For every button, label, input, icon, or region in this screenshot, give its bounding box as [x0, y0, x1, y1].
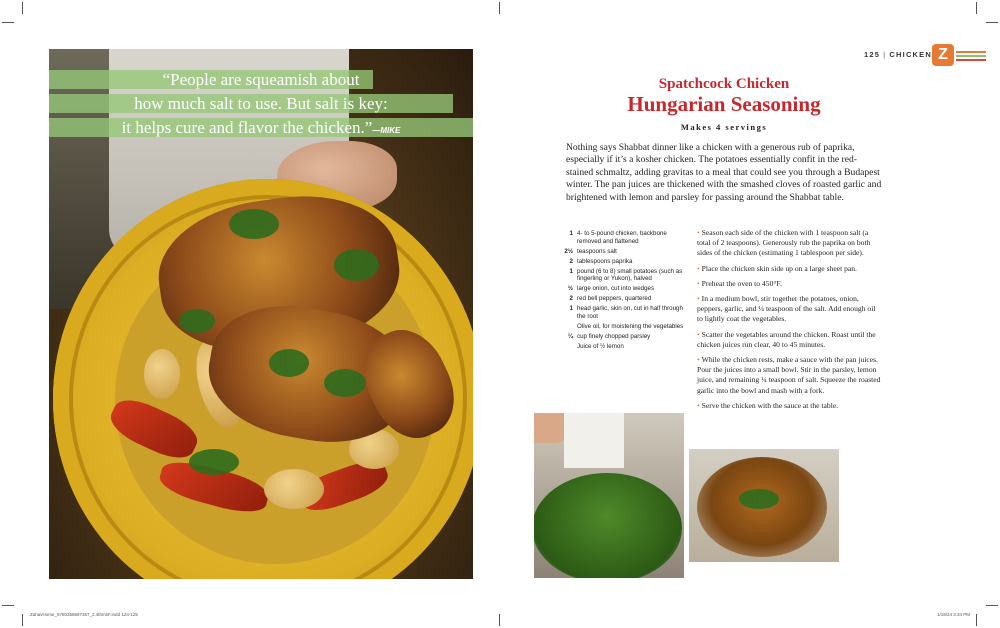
method-step [697, 401, 883, 411]
method-step-text: Season each side of the chicken with 1 teaspoon salt (a total of 2 teaspoons). Generously rub the paprika on both sides of the chicken (estimating 1 tablespoon per side). [697, 228, 871, 258]
ingredient-quantity: 1 [569, 305, 573, 313]
ingredient-quantity: 1 [569, 267, 573, 275]
method-step-text: While the chicken rests, make a sauce with the pan juices. Pour the juices into a small bowl. Stir in the parsley, lemon juice, and remaining ¼ teaspoon of salt. Squeeze the roasted garlic into the bowl and mash with a fork. [697, 355, 881, 395]
file-slug: ZahavHome_9780358697367_2.4thmsF.indd 124-125 [30, 612, 138, 617]
ingredient-quantity: 2 [569, 257, 573, 265]
running-header [864, 50, 932, 59]
bullet-icon: • [697, 228, 700, 237]
recipe-title: Hungarian Seasoning [627, 92, 821, 116]
ingredient-item [557, 230, 685, 245]
crop-mark [976, 2, 977, 14]
section-badge-icon: Z [932, 44, 954, 66]
bullet-icon: • [697, 400, 700, 410]
ingredient-item [557, 323, 685, 331]
decorative-stripe [956, 51, 986, 53]
crop-mark [22, 2, 23, 14]
print-timestamp: 1/19/24 3:34 PM [937, 612, 971, 617]
method-step-text: Serve the chicken with the sauce at the table. [701, 400, 839, 410]
header-separator: | [883, 50, 887, 59]
ingredient-quantity [557, 343, 577, 351]
decorative-stripe [956, 59, 986, 61]
ingredient-item [557, 295, 685, 303]
sauce-bowl-photo [689, 449, 839, 562]
glass-bowl [534, 473, 682, 578]
crop-mark [2, 22, 14, 23]
ingredient-text: red bell peppers, quartered [577, 295, 652, 303]
bullet-icon: • [697, 294, 700, 304]
ingredient-item [557, 248, 685, 256]
method-step-text: Scatter the vegetables around the chicken. Roast until the chicken juices run clear, 40 to 45 minutes. [697, 329, 876, 349]
ingredient-text: pound (6 to 8) small potatoes (such as fingerling or Yukon), halved [577, 267, 683, 283]
parsley-garnish [179, 309, 215, 333]
photo-shirt [564, 413, 624, 468]
pull-quote-line: “People are squeamish about [162, 70, 360, 89]
method-step [697, 294, 883, 325]
method-step [697, 355, 883, 396]
ingredient-item [557, 258, 685, 266]
pull-quote-line [49, 118, 473, 140]
ingredient-quantity: 2 [569, 295, 573, 303]
method-steps [697, 228, 883, 416]
method-step-text: Preheat the oven to 450°F. [701, 278, 782, 288]
ingredient-list [557, 230, 685, 353]
method-step [697, 330, 883, 350]
potato [144, 349, 180, 399]
bullet-icon: • [697, 263, 700, 273]
ingredient-item [557, 268, 685, 283]
ingredient-quantity: ¼ [567, 332, 573, 340]
page-number: 125 [863, 50, 881, 59]
ingredient-text: 4- to 5-pound chicken, backbone removed and flattened [577, 230, 667, 245]
decorative-stripe [956, 55, 986, 57]
crop-mark [2, 605, 14, 606]
bullet-icon: • [697, 355, 700, 365]
bullet-icon: • [697, 278, 700, 288]
recipe-intro: Nothing says Shabbat dinner like a chicken with a generous rub of paprika, especially if it’s a kosher chicken. The potatoes essentially confit in the red-stained schmaltz, adding gravitas to a meal that could see you through a Budapest winter. The pan juices are thickened with the smashed cloves of roasted garlic and brightened with lemon and parsley for passing around the Shabbat table. [566, 142, 882, 203]
ingredient-text: cup finely chopped parsley [577, 332, 651, 340]
pull-quote-attribution: —MIKE [372, 126, 401, 135]
parsley-garnish [269, 349, 309, 377]
ingredient-text: head garlic, skin on, cut in half through the root [577, 305, 683, 320]
ingredient-text: Juice of ½ lemon [577, 342, 624, 350]
method-step [697, 279, 883, 289]
ingredient-text: teaspoons salt [577, 247, 617, 255]
crop-mark [986, 22, 998, 23]
ingredient-text: tablespoons paprika [577, 257, 633, 265]
crop-mark [986, 605, 998, 606]
crop-mark [976, 614, 977, 626]
ingredient-text: large onion, cut into wedges [577, 285, 655, 293]
ingredient-text: Olive oil, for moistening the vegetables [577, 322, 684, 330]
ingredient-quantity: ½ [567, 285, 573, 293]
pull-quote-text: it helps cure and flavor the chicken.” [121, 118, 373, 137]
parsley-garnish [189, 449, 239, 475]
section-name: CHICKEN [889, 50, 932, 59]
crop-mark [22, 614, 23, 626]
ingredient-item [557, 343, 685, 351]
crop-mark [499, 2, 500, 14]
method-step-text: Place the chicken skin side up on a large sheet pan. [701, 263, 857, 273]
parsley-garnish [324, 369, 366, 397]
ingredient-quantity: 1 [569, 230, 573, 237]
method-step [697, 264, 883, 274]
bullet-icon: • [697, 329, 700, 339]
ingredient-item [557, 333, 685, 341]
parsley-garnish [334, 249, 379, 281]
ingredient-quantity: 2½ [564, 247, 573, 255]
method-step [697, 228, 883, 259]
pull-quote-line: how much salt to use. But salt is key: [134, 94, 388, 113]
recipe-servings: Makes 4 servings [680, 122, 768, 132]
parsley-garnish [229, 209, 279, 239]
ingredient-item [557, 305, 685, 320]
ingredient-item [557, 285, 685, 293]
parsley-garnish [739, 489, 779, 509]
recipe-subtitle: Spatchcock Chicken [658, 76, 790, 92]
ingredient-quantity [557, 323, 577, 331]
method-step-text: In a medium bowl, stir together the potatoes, onion, peppers, garlic, and ¼ teaspoon of the salt. Add enough oil to lightly coat the vegetables. [697, 294, 876, 324]
crop-mark [499, 614, 500, 626]
parsley-bowl-photo [534, 413, 684, 578]
potato [264, 469, 324, 509]
